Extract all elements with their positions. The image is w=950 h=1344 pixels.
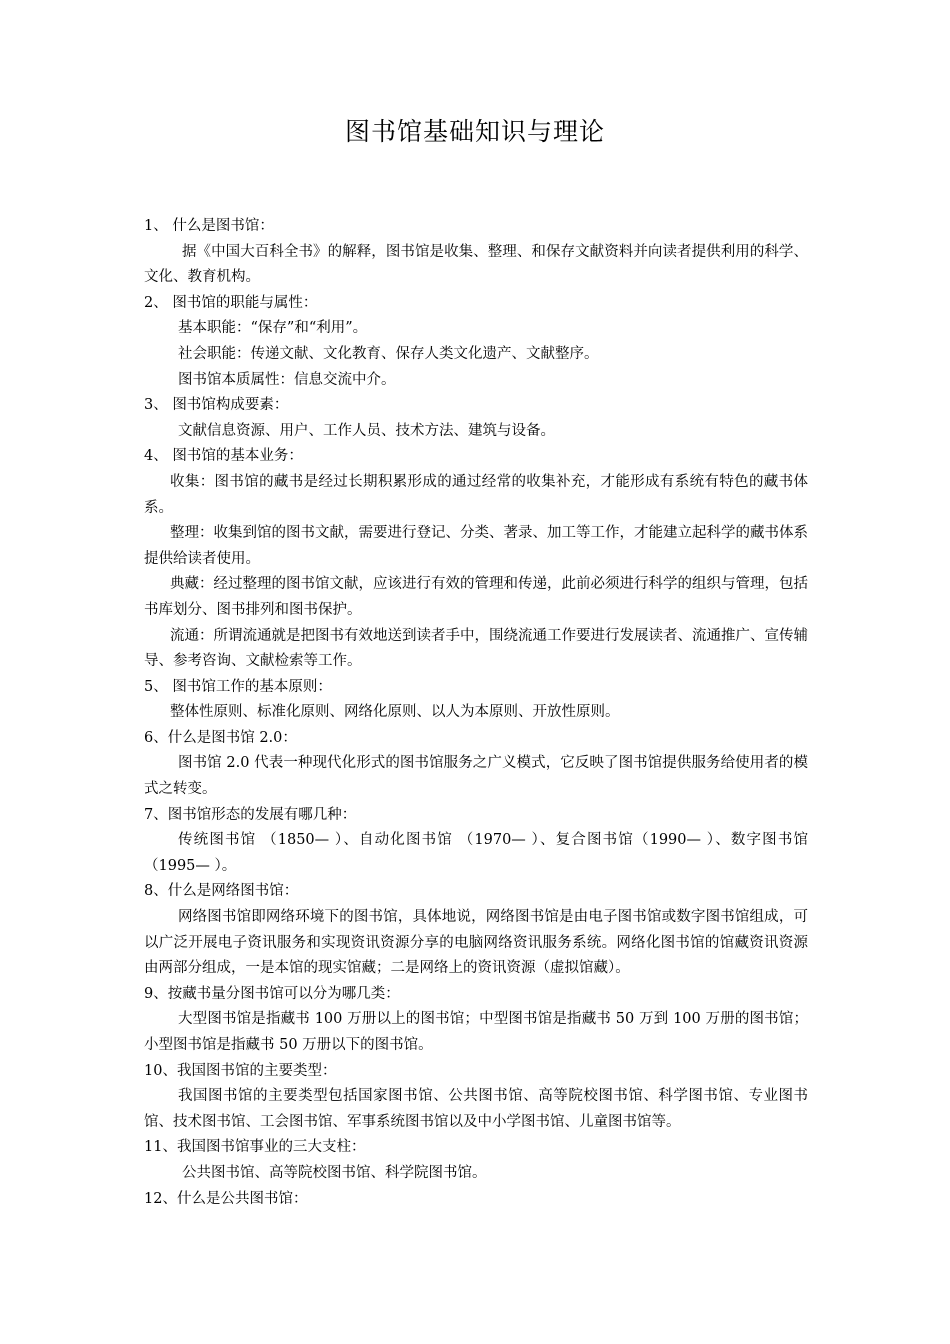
document-body (144, 214, 808, 1212)
section-heading: 12、什么是公共图书馆： (144, 1190, 308, 1207)
paragraph: 图书馆本质属性：信息交流中介。 (178, 371, 396, 388)
section-heading: 5、 图书馆工作的基本原则： (144, 678, 332, 695)
section-heading: 2、 图书馆的职能与属性： (144, 294, 318, 311)
paragraph: 基本职能：“保存”和“利用”。 (178, 320, 368, 337)
paragraph: 网络图书馆即网络环境下的图书馆，具体地说，网络图书馆是由电子图书馆或数字图书馆组成，可以广泛开展电子资讯服务和实现资讯资源分享的电脑网络资讯服务系统。网络化图书馆的馆藏资讯资源由两部分组成，一是本馆的现实馆藏；二是网络上的资讯资源（虚拟馆藏）。 (144, 909, 808, 977)
paragraph: 据《中国大百科全书》的解释，图书馆是收集、整理、和保存文献资料并向读者提供利用的科学、文化、教育机构。 (144, 243, 808, 286)
paragraph: 文献信息资源、用户、工作人员、技术方法、建筑与设备。 (178, 422, 555, 439)
section-heading: 8、什么是网络图书馆： (144, 883, 299, 900)
section-heading: 3、 图书馆构成要素： (144, 397, 289, 414)
paragraph: 整理：收集到馆的图书文献，需要进行登记、分类、著录、加工等工作，才能建立起科学的藏书体系提供给读者使用。 (144, 525, 808, 567)
section-heading: 11、我国图书馆事业的三大支柱： (144, 1139, 366, 1156)
section-heading: 7、图书馆形态的发展有哪几种： (144, 806, 357, 823)
paragraph: 整体性原则、标准化原则、网络化原则、以人为本原则、开放性原则。 (170, 704, 620, 721)
page-title: 图书馆基础知识与理论 (344, 117, 605, 146)
section-heading: 9、按藏书量分图书馆可以分为哪几类： (144, 985, 400, 1002)
paragraph: 典藏：经过整理的图书馆文献，应该进行有效的管理和传递，此前必须进行科学的组织与管理，包括书库划分、图书排列和图书保护。 (144, 576, 808, 618)
paragraph: 传统图书馆 （1850— ）、自动化图书馆 （1970— ）、复合图书馆（1990— ）、数字图书馆 （1995— ）。 (144, 832, 808, 874)
section-heading: 10、我国图书馆的主要类型： (144, 1062, 337, 1079)
paragraph: 我国图书馆的主要类型包括国家图书馆、公共图书馆、高等院校图书馆、科学图书馆、专业图书馆、技术图书馆、工会图书馆、军事系统图书馆以及中小学图书馆、儿童图书馆等。 (144, 1088, 808, 1130)
section-heading: 6、什么是图书馆 2.0： (144, 729, 297, 746)
section-heading: 4、 图书馆的基本业务： (144, 448, 303, 465)
section-heading: 1、 什么是图书馆： (144, 218, 274, 234)
paragraph: 公共图书馆、高等院校图书馆、科学院图书馆。 (182, 1164, 487, 1181)
paragraph: 流通：所谓流通就是把图书有效地送到读者手中，围绕流通工作要进行发展读者、流通推广、宣传辅导、参考咨询、文献检索等工作。 (144, 627, 808, 670)
paragraph: 图书馆 2.0 代表一种现代化形式的图书馆服务之广义模式，它反映了图书馆提供服务给使用者的模式之转变。 (144, 755, 808, 798)
paragraph: 社会职能：传递文献、文化教育、保存人类文化遗产、文献整序。 (178, 345, 599, 362)
paragraph: 大型图书馆是指藏书 100 万册以上的图书馆；中型图书馆是指藏书 50 万到 100 万册的图书馆；小型图书馆是指藏书 50 万册以下的图书馆。 (144, 1011, 808, 1053)
paragraph: 收集：图书馆的藏书是经过长期积累形成的通过经常的收集补充，才能形成有系统有特色的藏书体系。 (144, 473, 808, 516)
